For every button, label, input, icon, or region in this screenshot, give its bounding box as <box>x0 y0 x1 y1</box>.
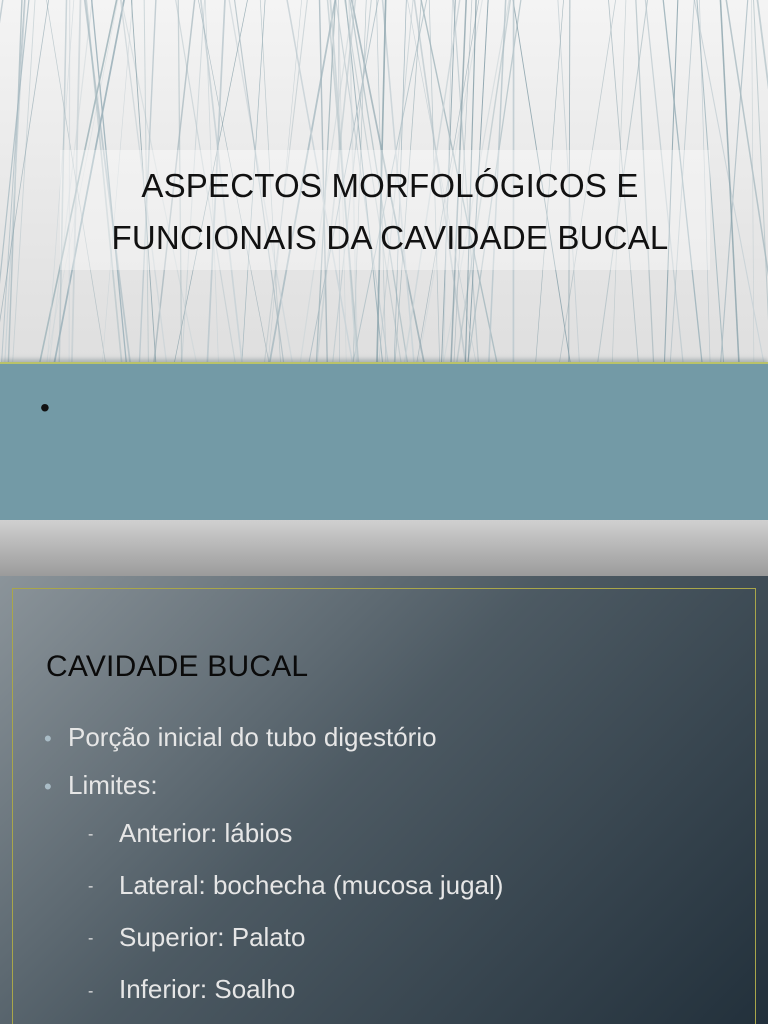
dash-icon: - <box>88 878 94 896</box>
content-slide <box>0 576 768 1024</box>
list-item-text: Porção inicial do tubo digestório <box>68 722 437 752</box>
subtitle-band <box>0 362 768 520</box>
dash-icon: - <box>88 826 94 844</box>
sub-list-item-text: Superior: Palato <box>119 922 306 953</box>
list-item <box>44 762 437 810</box>
slide-title-line-1: ASPECTOS MORFOLÓGICOS E <box>141 167 639 204</box>
decorative-line <box>4 0 25 365</box>
sub-list-item <box>88 808 503 860</box>
slide-title <box>40 160 740 264</box>
sub-list-item <box>88 860 503 912</box>
dash-icon: - <box>88 930 94 948</box>
sub-list-item <box>88 964 503 1016</box>
dash-icon: - <box>88 982 94 1000</box>
sub-list-item-text: Anterior: lábios <box>119 818 293 848</box>
bullet-icon: • <box>40 392 50 423</box>
bullet-icon: • <box>44 774 52 799</box>
content-slide-heading: CAVIDADE BUCAL <box>46 650 309 683</box>
bullet-list <box>44 714 437 810</box>
sub-list-item-text: Lateral: bochecha (mucosa jugal) <box>119 870 504 901</box>
slide-title-line-2: FUNCIONAIS DA CAVIDADE BUCAL <box>111 219 669 256</box>
bullet-icon: • <box>44 726 52 751</box>
sub-list-item <box>88 912 503 964</box>
sub-bullet-list <box>88 808 503 1017</box>
sub-list-item-text: Inferior: Soalho <box>119 974 296 1005</box>
list-item-text: Limites: <box>68 770 158 800</box>
decorative-line <box>753 0 768 365</box>
slide-separator <box>0 520 768 576</box>
list-item <box>44 714 437 762</box>
